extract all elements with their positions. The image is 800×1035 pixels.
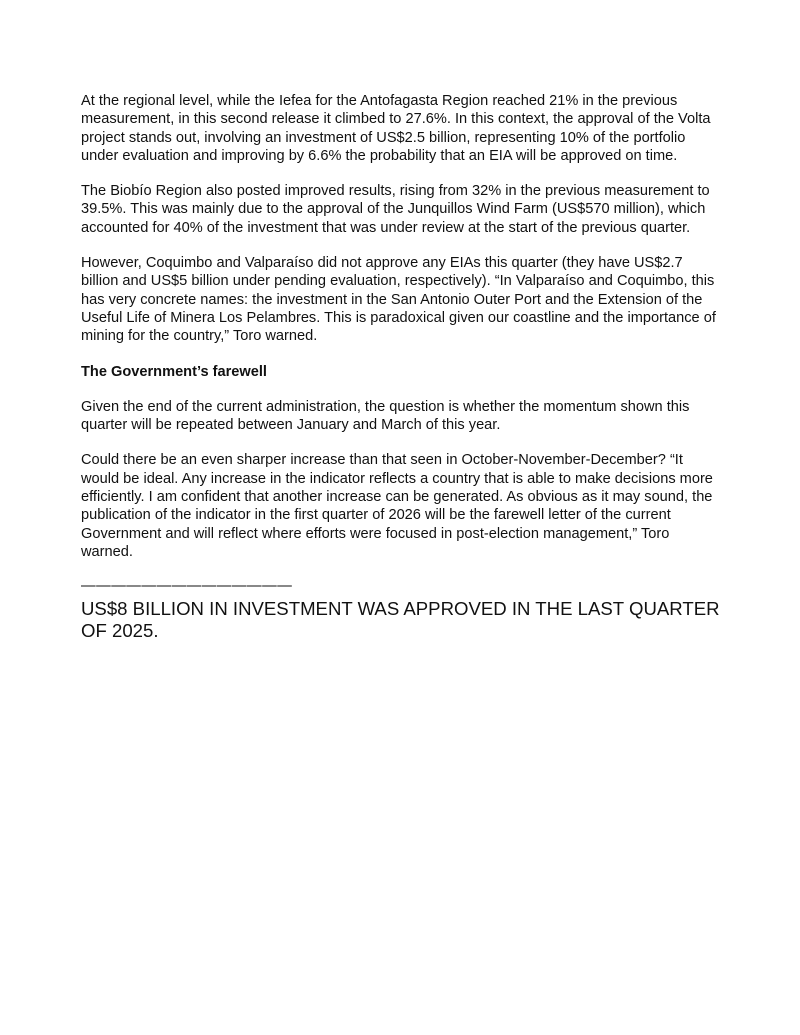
paragraph-toro-quote: Could there be an even sharper increase than that seen in October-November-December? “It would be ideal. Any increase in the indicator reflects a country that is able to make decisions more efficiently. I am confident that another increase can be generated. As obvious as it may sound, the publication of the indicator in the first quarter of 2026 will be the farewell letter of the current Government and will reflect where efforts were focused in post-election management,” Toro warned. bbox=[81, 452, 713, 560]
document-page bbox=[81, 92, 721, 642]
paragraph-antofagasta: At the regional level, while the Iefea for the Antofagasta Region reached 21% in the previous measurement, in this second release it climbed to 27.6%. In this context, the approval of the Volta project stands out, involving an investment of US$2.5 billion, representing 10% of the portfolio under evaluation and improving by 6.6% the probability that an EIA will be approved on time. bbox=[81, 93, 711, 164]
paragraph-coquimbo-valparaiso: However, Coquimbo and Valparaíso did not approve any EIAs this quarter (they have US$2.7 billion and US$5 billion under pending evaluation, respectively). “In Valparaíso and Coquimbo, this has very concrete names: the investment in the San Antonio Outer Port and the Extension of the Useful Life of Minera Los Pelambres. This is paradoxical given our coastline and the importance of mining for the country,” Toro warned. bbox=[81, 255, 716, 345]
section-heading: The Government’s farewell bbox=[81, 363, 267, 380]
paragraph-end-of-administration: Given the end of the current administration, the question is whether the momentum shown this quarter will be repeated between January and March of this year. bbox=[81, 398, 690, 434]
paragraph-biobio: The Biobío Region also posted improved results, rising from 32% in the previous measurement to 39.5%. This was mainly due to the approval of the Junquillos Wind Farm (US$570 million), which accounted for 40% of the investment that was under review at the start of the previous quarter. bbox=[81, 183, 710, 236]
separator-rule: —————————————— bbox=[81, 578, 293, 595]
callout-headline: US$8 BILLION IN INVESTMENT WAS APPROVED IN THE LAST QUARTER OF 2025. bbox=[81, 598, 720, 642]
